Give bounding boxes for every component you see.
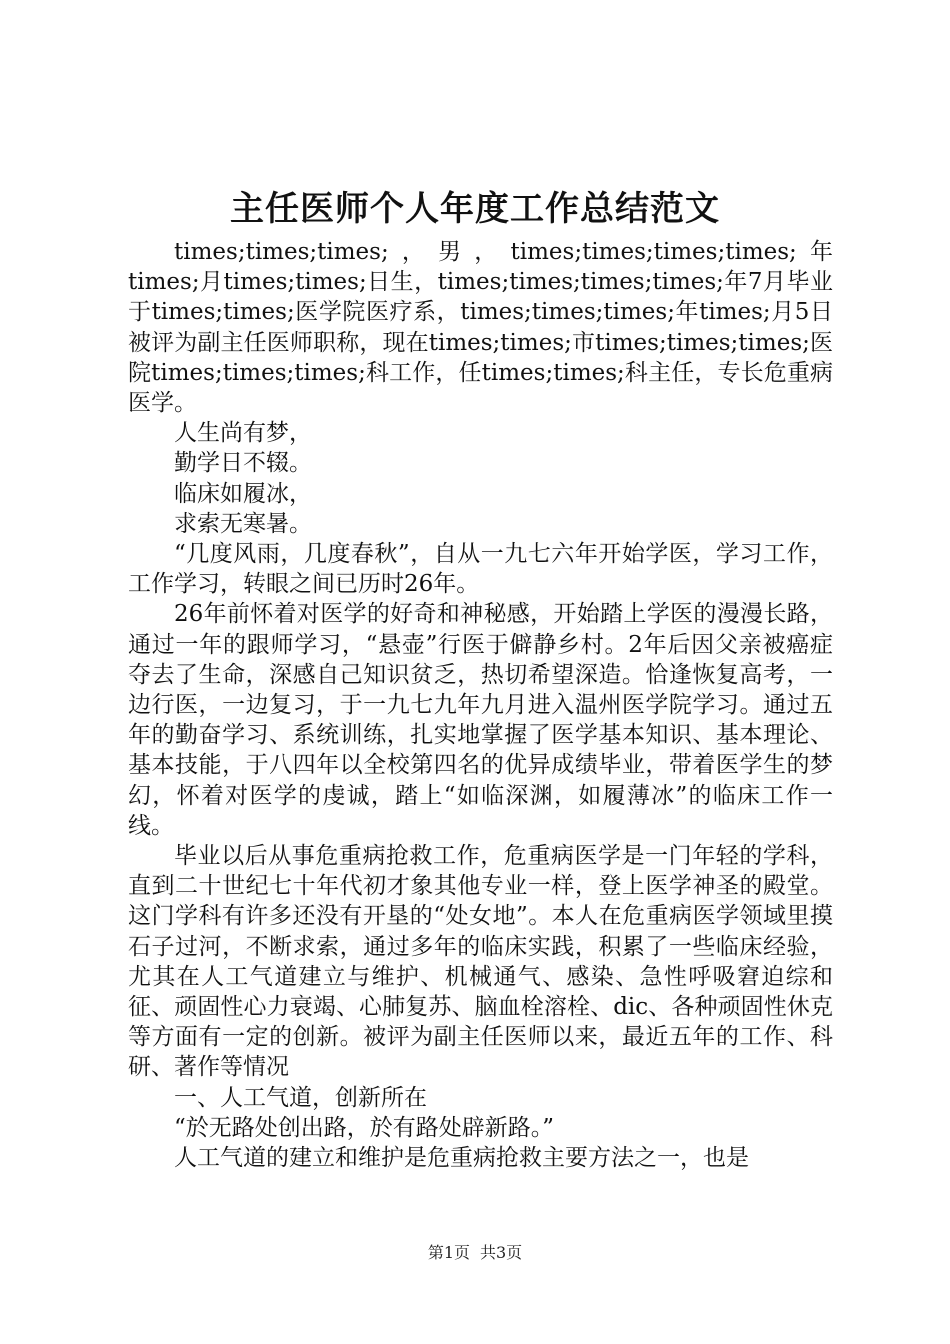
page-number: 第1页 [427,1243,470,1262]
paragraph: “几度风雨，几度春秋”，自从一九七六年开始学医，学习工作，工作学习，转眼之间已历时26年。 [128,541,833,598]
paragraph: 26年前怀着对医学的好奇和神秘感，开始踏上学医的漫漫长路，通过一年的跟师学习，“悬壶”行医于僻静乡村。2年后因父亲被癌症夺去了生命，深感自己知识贫乏，热切希望深造。恰逢恢复高考，一边行医，一边复习，于一九七九年九月进入温州医学院学习。通过五年的勤奋学习、系统训练，扎实地掌握了医学基本知识、基本理论、基本技能，于八四年以全校第四名的优异成绩毕业，带着医学生的梦幻，怀着对医学的虔诚，踏上“如临深渊，如履薄冰”的临床工作一线。 [128,601,833,839]
poem-line: 人生尚有梦， [174,420,312,447]
quote: “於无路处创出路，於有路处辟新路。” [174,1114,555,1141]
document-body [128,237,833,1173]
poem-line: 求索无寒暑。 [174,510,312,537]
paragraph: 人工气道的建立和维护是危重病抢救主要方法之一，也是 [174,1145,749,1172]
page-total: 共3页 [480,1243,523,1262]
poem-line: 临床如履冰， [174,480,312,507]
poem-line: 勤学日不辍。 [174,450,312,477]
section-heading: 一、人工气道，创新所在 [174,1084,427,1111]
paragraph: 毕业以后从事危重病抢救工作，危重病医学是一门年轻的学科，直到二十世纪七十年代初才象其他专业一样，登上医学神圣的殿堂。这门学科有许多还没有开垦的“处女地”。本人在危重病医学领域里摸石子过河，不断求索，通过多年的临床实践，积累了一些临床经验，尤其在人工气道建立与维护、机械通气、感染、急性呼吸窘迫综和征、顽固性心力衰竭、心肺复苏、脑血栓溶栓、dic、各种顽固性休克等方面有一定的创新。被评为副主任医师以来，最近五年的工作、科研、著作等情况 [128,843,833,1081]
document-title: 主任医师个人年度工作总结范文 [230,189,720,229]
page-footer [0,1242,950,1264]
paragraph-intro: times;times;times;，男，times;times;times;times;年times;月times;times;日生，times;times;times;times;年7月毕业于times;times;医学院医疗系，times;times;times;年times;月5日被评为副主任医师职称，现在times;times;市times;times;times;医院times;times;times;科工作，任times;times;科主任，专长危重病医学。 [128,239,833,417]
